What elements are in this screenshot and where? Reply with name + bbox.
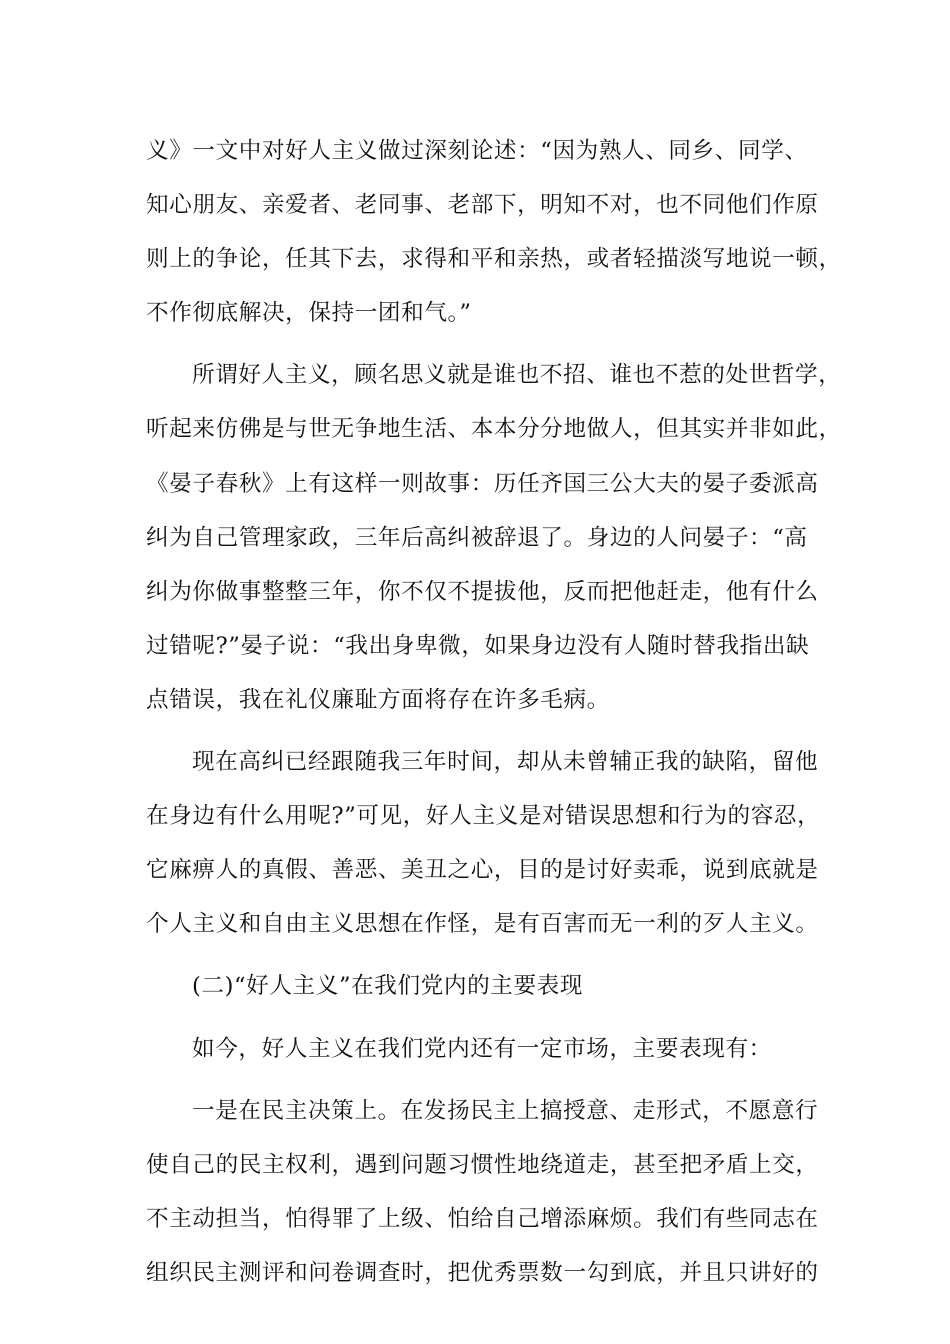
paragraph-spacer xyxy=(146,727,806,735)
text-line: 点错误，我在礼仪廉耻方面将存在许多毛病。 xyxy=(146,686,610,713)
paragraph-spacer xyxy=(146,1076,806,1084)
paragraph-spacer xyxy=(146,340,806,348)
paragraph-1 xyxy=(146,124,842,340)
heading-text: (二)“好人主义”在我们党内的主要表现 xyxy=(192,973,584,1000)
paragraph-spacer xyxy=(146,951,806,959)
section-heading xyxy=(146,959,806,1013)
text-line: 纠为你做事整整三年，你不仅不提拔他，反而把他赶走，他有什么 xyxy=(146,578,819,605)
text-line: 不作彻底解决，保持一团和气。” xyxy=(146,300,472,327)
text-line: 所谓好人主义，顾名思义就是谁也不招、谁也不惹的处世哲学， xyxy=(192,362,842,389)
text-line: 《晏子春秋》上有这样一则故事：历任齐国三公大夫的晏子委派高 xyxy=(146,470,819,497)
text-line: 组织民主测评和问卷调查时，把优秀票数一勾到底，并且只讲好的 xyxy=(146,1259,819,1286)
text-line: 如今，好人主义在我们党内还有一定市场，主要表现有： xyxy=(192,1035,772,1062)
text-line: 使自己的民主权利，遇到问题习惯性地绕道走，甚至把矛盾上交， xyxy=(146,1151,819,1178)
text-line: 义》一文中对好人主义做过深刻论述：“因为熟人、同乡、同学、 xyxy=(146,138,808,164)
paragraph-6 xyxy=(146,1084,819,1300)
paragraph-spacer xyxy=(146,1014,806,1022)
text-line: 纠为自己管理家政，三年后高纠被辞退了。身边的人问晏子：“高 xyxy=(146,524,808,551)
text-line: 知心朋友、亲爱者、老同事、老部下，明知不对，也不同他们作原 xyxy=(146,192,819,219)
paragraph-3 xyxy=(146,735,821,951)
text-line: 个人主义和自由主义思想在作怪，是有百害而无一利的歹人主义。 xyxy=(146,911,819,938)
paragraph-5 xyxy=(146,1022,806,1076)
body-text xyxy=(146,124,842,1300)
text-line: 它麻痹人的真假、善恶、美丑之心，目的是讨好卖乖，说到底就是 xyxy=(146,857,819,884)
text-line: 过错呢?”晏子说：“我出身卑微，如果身边没有人随时替我指出缺 xyxy=(146,632,810,659)
text-line: 不主动担当，怕得罪了上级、怕给自己增添麻烦。我们有些同志在 xyxy=(146,1205,819,1232)
text-line: 现在高纠已经跟随我三年时间，却从未曾辅正我的缺陷，留他 xyxy=(192,749,819,776)
paragraph-2 xyxy=(146,348,842,727)
text-line: 则上的争论，任其下去，求得和平和亲热，或者轻描淡写地说一顿， xyxy=(146,246,842,273)
text-line: 听起来仿佛是与世无争地生活、本本分分地做人，但其实并非如此， xyxy=(146,416,842,443)
text-line: 一是在民主决策上。在发扬民主上搞授意、走形式，不愿意行 xyxy=(192,1097,819,1124)
text-line: 在身边有什么用呢?”可见，好人主义是对错误思想和行为的容忍， xyxy=(146,803,821,830)
